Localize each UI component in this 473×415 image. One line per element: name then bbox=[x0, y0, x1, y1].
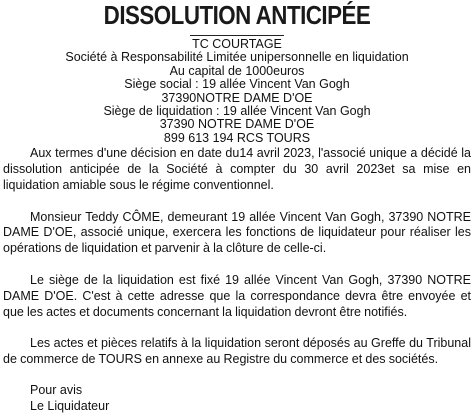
notice-title: DISSOLUTION ANTICIPÉE bbox=[103, 0, 371, 30]
company-identity bbox=[3, 38, 471, 145]
head-office-address: Siège social : 19 allée Vincent Van Gogh bbox=[124, 77, 350, 92]
company-registration: 899 613 194 RCS TOURS bbox=[163, 130, 311, 145]
head-office-city: 37390NOTRE DAME D'OE bbox=[161, 90, 313, 105]
liquidation-office-address: Siège de liquidation : 19 allée Vincent Van Gogh bbox=[103, 104, 371, 119]
paragraph-filing: Les actes et pièces relatifs à la liquidation seront déposés au Greffe du Tribunal de commerce de TOURS en annexe au Registre du commerce et des sociétés. bbox=[3, 336, 471, 367]
company-name: TC COURTAGE bbox=[192, 37, 282, 51]
paragraph-dissolution: Aux termes d'une décision en date du14 avril 2023, l'associé unique a décidé la dissolution anticipée de la Société à compter du 30 avril 2023et sa mise en liquidation amiable sous le régime conventionnel. bbox=[3, 146, 471, 192]
company-legal-form: Société à Responsabilité Limitée unipersonnelle en liquidation bbox=[65, 50, 409, 65]
signatory: Le Liquidateur bbox=[30, 398, 110, 413]
closing-line: Pour avis bbox=[30, 383, 83, 398]
title-divider bbox=[190, 35, 284, 36]
paragraph-liquidation-seat: Le siège de la liquidation est fixé 19 allée Vincent Van Gogh, 37390 NOTRE DAME D'OE. C'est à cette adresse que la correspondance devra être envoyée et que les actes et documents concernant la liquidation devront être notifiés. bbox=[3, 273, 471, 319]
company-capital: Au capital de 1000euros bbox=[169, 63, 305, 78]
paragraph-liquidator: Monsieur Teddy CÔME, demeurant 19 allée Vincent Van Gogh, 37390 NOTRE DAME D'OE, associé unique, exercera les fonctions de liquidateur pour réaliser les opérations de liquidation et parvenir à la clôture de celle-ci. bbox=[3, 209, 471, 256]
signature-block bbox=[3, 383, 471, 415]
liquidation-office-city: 37390 NOTRE DAME D'OE bbox=[159, 117, 315, 132]
